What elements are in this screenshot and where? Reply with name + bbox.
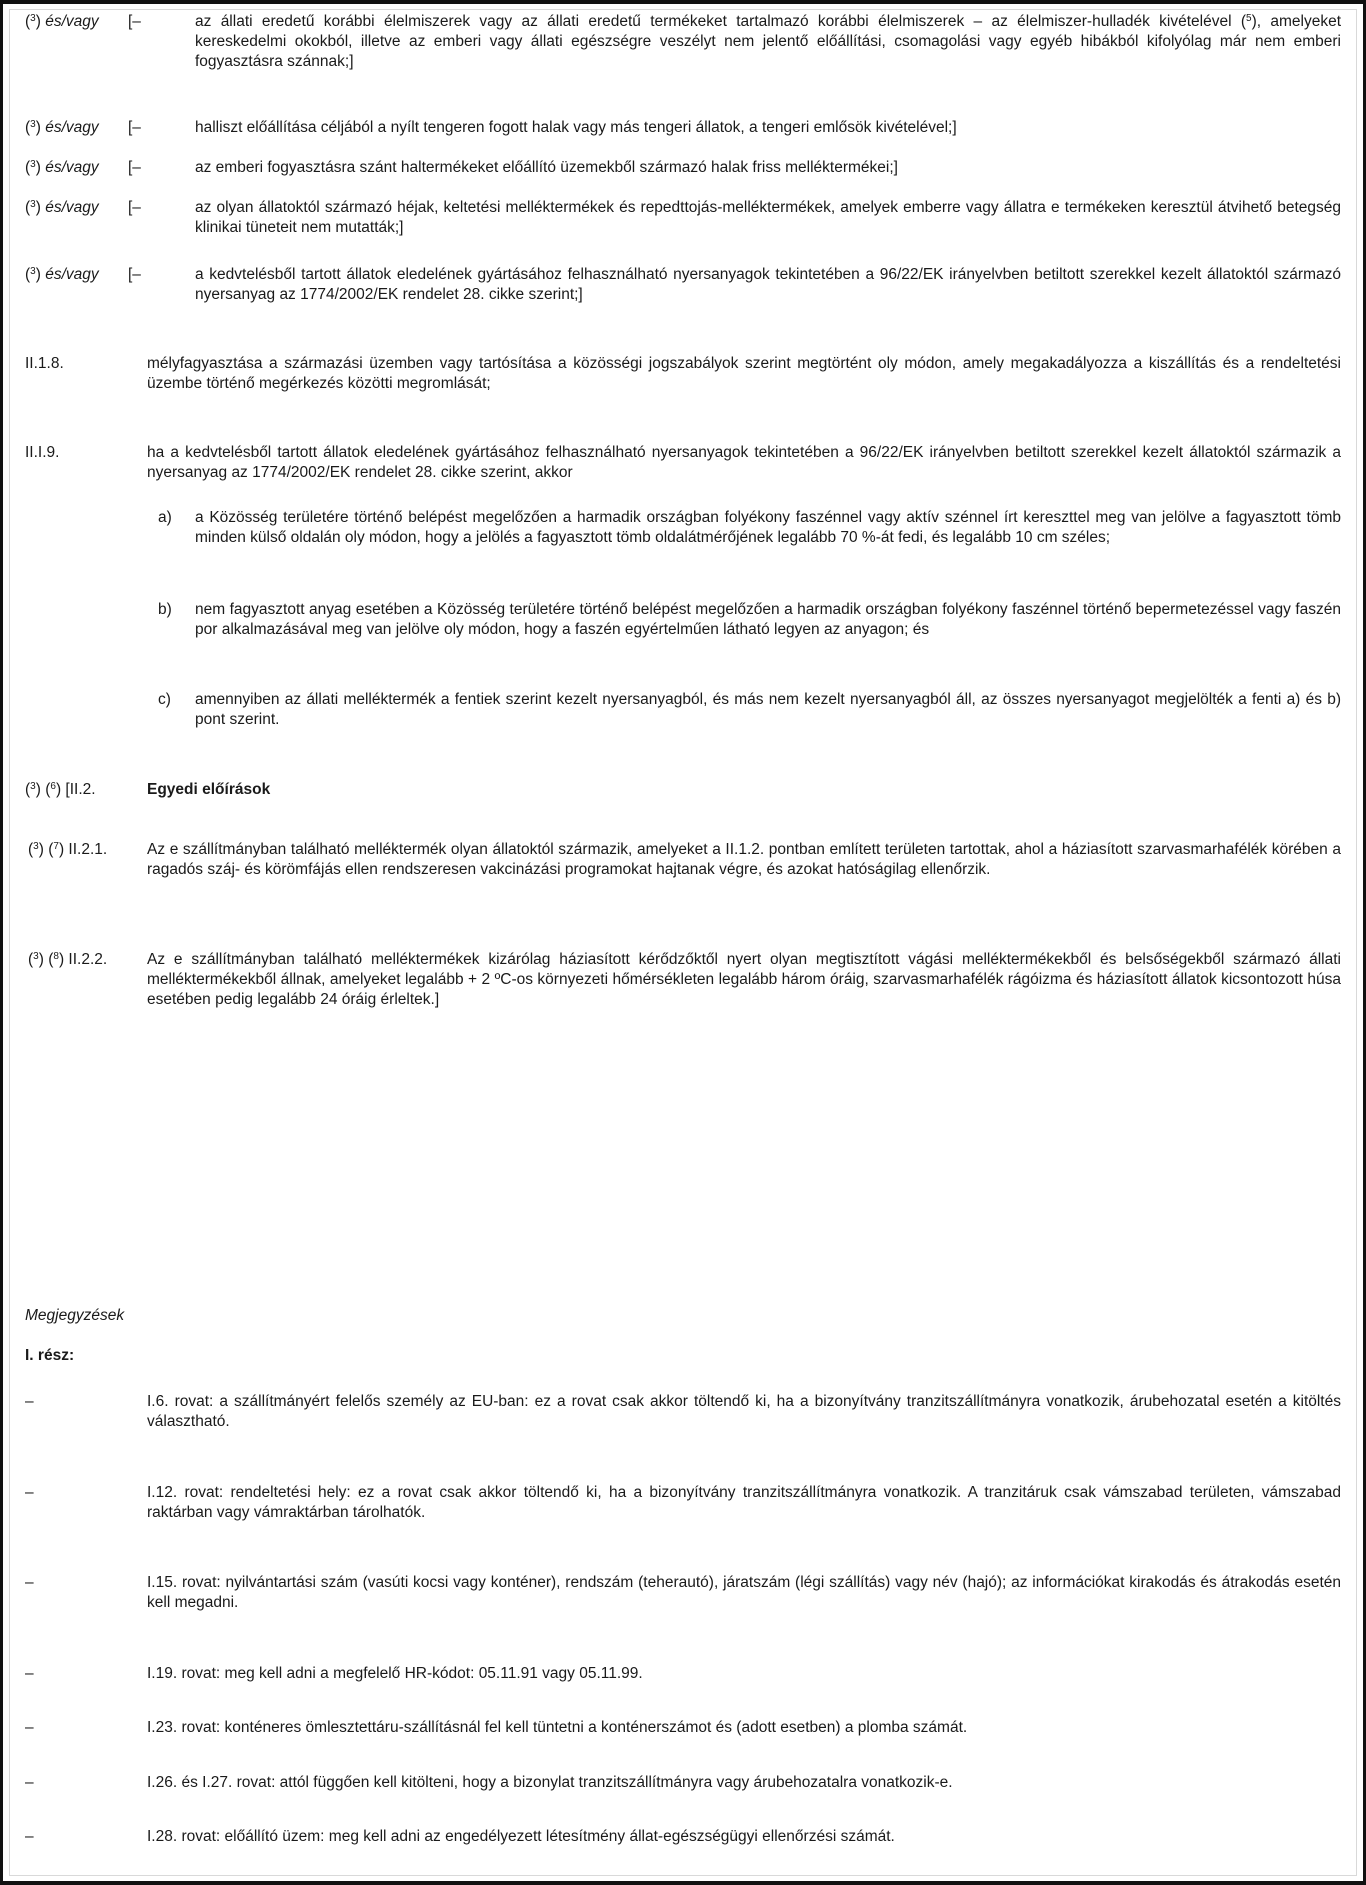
section-number: ($^3$) ($^6$) [II.2.	[25, 781, 96, 798]
dash: –	[25, 1665, 34, 1682]
section-text: mélyfagyasztása a származási üzemben vagy tartósítása a közösségi jogszabályok szerint megtörtént oly módon, amely megakadályozza a kiszállítás és a rendeltetési üzembe történő megérkezés közötti megromlását;	[147, 355, 1341, 392]
footnote-ref: ($^3$) és/vagy	[25, 199, 99, 216]
note-item: I.23. rovat: konténeres ömlesztettáru-szállításnál fel kell tüntetni a konténerszámot és (adott esetben) a plomba számát.	[147, 1719, 968, 1736]
section-number: ($^3$) ($^7$) II.2.1.	[28, 841, 108, 858]
item-text: nem fagyasztott anyag esetében a Közösség területére történő belépést megelőzően a harmadik országban folyékony faszénnel történő bepermetezéssel vagy faszén por alkalmazásával meg van jelölve oly módon, hogy a faszén egyértelműen látható legyen az anyagon; és	[195, 601, 1341, 638]
dash: –	[25, 1484, 34, 1501]
alt-row-text: a kedvtelésből tartott állatok eledelének gyártásához felhasználható nyersanyagok tekintetében a 96/22/EK irányelvben betiltott szerekkel kezelt állatoktól származó nyersanyag az 1774/2002/EK rendelet 28. cikke szerint;]	[195, 266, 1341, 303]
note-item: I.26. és I.27. rovat: attól függően kell kitölteni, hogy a bizonylat tranzitszállítmányra vagy árubehozatalra vonatkozik-e.	[147, 1774, 953, 1791]
alt-row-text: halliszt előállítása céljából a nyílt tengeren fogott halak vagy más tengeri állatok, a tengeri emlősök kivételével;]	[195, 119, 957, 136]
item-label: b)	[158, 601, 172, 618]
dash: –	[25, 1774, 34, 1791]
note-item: I.19. rovat: meg kell adni a megfelelő HR-kódot: 05.11.91 vagy 05.11.99.	[147, 1665, 643, 1682]
section-text: Az e szállítmányban található melléktermék olyan állatoktól származik, amelyeket a II.1.2. pontban említett területen tartottak, ahol a háziasított szarvasmarhafélék körében a ragadós száj- és körömfájás ellen rendszeresen vakcinázási programokat hajtanak végre, és azokat hatóságilag ellenőrzik.	[147, 841, 1341, 878]
section-text: Az e szállítmányban található melléktermékek kizárólag háziasított kérődzőktől nyert olyan megtisztított vágási melléktermékekből és belsőségekből származó állati melléktermékekből állnak, amelyeket legalább + 2 ºC-os környezeti hőmérsékleten legalább három óráig, szarvasmarhafélék rágóizma és háziasított állatok kicsontozott húsa esetében pedig legalább 24 óráig érleltek.]	[147, 951, 1341, 1008]
item-label: a)	[158, 509, 172, 526]
bracket-dash: [–	[128, 13, 141, 30]
dash: –	[25, 1574, 34, 1591]
dash: –	[25, 1719, 34, 1736]
item-text: a Közösség területére történő belépést megelőzően a harmadik országban folyékony faszénnel vagy aktív szénnel írt kereszttel meg van jelölve a fagyasztott tömb minden külső oldalán oly módon, hogy a jelölés a fagyasztott tömb oldalátmérőjének legalább 70 %-át fedi, és legalább 10 cm széles;	[195, 509, 1341, 546]
dash: –	[25, 1393, 34, 1410]
bracket-dash: [–	[128, 159, 141, 176]
note-item: I.28. rovat: előállító üzem: meg kell adni az engedélyezett létesítmény állat-egészségügyi ellenőrzési számát.	[147, 1828, 895, 1845]
section-text: ha a kedvtelésből tartott állatok eledelének gyártásához felhasználható nyersanyagok tekintetében a 96/22/EK irányelvben betiltott szerekkel kezelt állatoktól származik a nyersanyag az 1774/2002/EK rendelet 28. cikke szerint, akkor	[147, 444, 1341, 481]
section-number: ($^3$) ($^8$) II.2.2.	[28, 951, 108, 968]
bracket-dash: [–	[128, 266, 141, 283]
note-item: I.15. rovat: nyilvántartási szám (vasúti kocsi vagy konténer), rendszám (teherautó), járatszám (légi szállítás) vagy név (hajó); az információkat kirakodás és átrakodás esetén kell megadni.	[147, 1574, 1341, 1611]
bracket-dash: [–	[128, 119, 141, 136]
alt-row-text: az olyan állatoktól származó héjak, keltetési melléktermékek és repedttojás-melléktermékek, amelyek emberre vagy állatra e termékeken keresztül átvihető betegség klinikai tüneteit nem mutatták;]	[195, 199, 1341, 236]
footnote-ref: ($^3$) és/vagy	[25, 159, 99, 176]
note-item: I.6. rovat: a szállítmányért felelős személy az EU-ban: ez a rovat csak akkor töltendő ki, ha a bizonyítvány tranzitszállítmányra vonatkozik, árubehozatal esetén a kitöltés választható.	[147, 1393, 1341, 1430]
footnote-ref: ($^3$) és/vagy	[25, 13, 99, 30]
notes-part-title: I. rész:	[25, 1347, 75, 1364]
note-item: I.12. rovat: rendeltetési hely: ez a rovat csak akkor töltendő ki, ha a bizonyítvány tranzitszállítmányra vonatkozik. A tranzitáruk csak vámszabad területen, vámszabad raktárban vagy vámraktárban tárolhatók.	[147, 1484, 1341, 1521]
section-number: II.I.9.	[25, 444, 60, 461]
dash: –	[25, 1828, 34, 1845]
alt-row-text: az emberi fogyasztásra szánt haltermékeket előállító üzemekből származó halak friss melléktermékei;]	[195, 159, 898, 176]
section-number: II.1.8.	[25, 355, 64, 372]
item-text: amennyiben az állati melléktermék a fentiek szerint kezelt nyersanyagból, és más nem kezelt nyersanyagból áll, az összes nyersanyagot megjelölték a fenti a) és b) pont szerint.	[195, 691, 1341, 728]
notes-heading: Megjegyzések	[25, 1307, 125, 1324]
footnote-ref: ($^3$) és/vagy	[25, 119, 99, 136]
alt-row-text: az állati eredetű korábbi élelmiszerek vagy az állati eredetű termékeket tartalmazó korábbi élelmiszerek – az élelmiszer-hulladék kivételével ($^5$), amelyeket kereskedelmi okokból, illetve az emberi vagy állati egészségre veszélyt nem jelentő előállítási, csomagolási vagy egyéb hibákból kifolyólag már nem emberi fogyasztásra szánnak;]	[195, 13, 1341, 70]
footnote-ref: ($^3$) és/vagy	[25, 266, 99, 283]
bracket-dash: [–	[128, 199, 141, 216]
section-title: Egyedi előírások	[147, 781, 271, 798]
item-label: c)	[158, 691, 171, 708]
